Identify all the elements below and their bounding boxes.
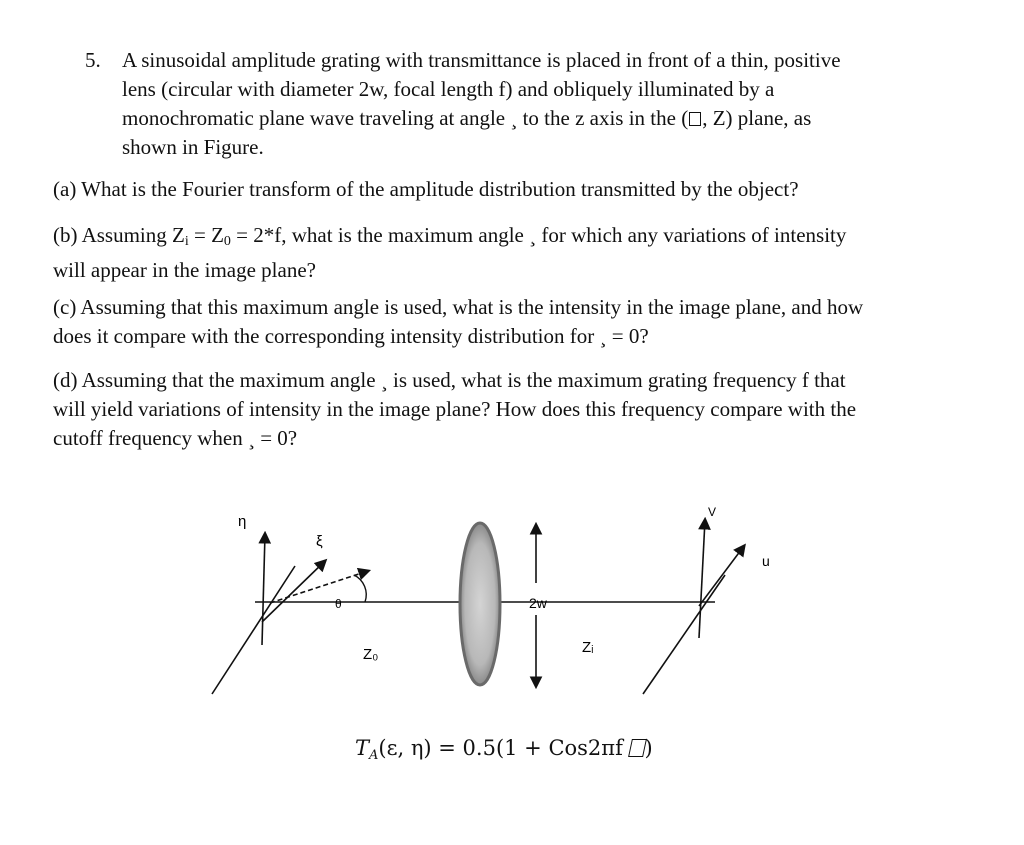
object-plane-diagonal — [212, 566, 295, 694]
equation-box-glyph — [628, 739, 647, 757]
intro-line-3-end: , Z) plane, as — [702, 106, 812, 130]
z0-label: Z₀ — [363, 646, 379, 663]
question-a-line-1: (a) What is the Fourier transform of the amplitude distribution transmitted by the object? — [53, 177, 799, 201]
eta-axis — [262, 534, 265, 645]
zi-label: Zᵢ — [582, 639, 594, 656]
question-c-line-1: (c) Assuming that this maximum angle is used, what is the intensity in the image plane, and how — [53, 295, 864, 319]
problem-number: 5. — [85, 48, 101, 72]
zi-subscript: i — [184, 234, 189, 249]
xi-axis — [262, 561, 325, 622]
equation-args: (ε, η) = 0.5(1 + Cos2πf — [378, 736, 630, 760]
transmittance-equation — [355, 736, 653, 763]
intro-line-4: shown in Figure. — [122, 135, 264, 159]
question-b-line-1 — [53, 221, 846, 256]
aperture-label: 2w — [529, 595, 547, 611]
question-d — [53, 366, 856, 453]
v-label: V — [708, 505, 717, 519]
eta-label: η — [238, 513, 247, 530]
intro-line-3 — [122, 104, 922, 133]
theta-angle-arc — [354, 575, 366, 602]
question-b-line-2: will appear in the image plane? — [53, 258, 316, 282]
question-b-post: = 2*f, what is the maximum angle ¸ for which any variations of intensity — [230, 223, 847, 247]
oblique-wave-ray — [270, 571, 368, 603]
question-c — [53, 293, 863, 351]
question-b-mid: = Z — [188, 223, 224, 247]
u-label: u — [762, 553, 770, 569]
z0-subscript: 0 — [223, 234, 231, 249]
question-b — [53, 221, 846, 285]
question-c-line-2: does it compare with the corresponding intensity distribution for ¸ = 0? — [53, 324, 649, 348]
equation-close: ) — [644, 736, 653, 760]
thin-lens — [460, 523, 500, 685]
problem-statement — [122, 46, 922, 162]
intro-line-3-text: monochromatic plane wave traveling at angle ¸ to the z axis in the ( — [122, 106, 689, 130]
question-d-line-1: (d) Assuming that the maximum angle ¸ is used, what is the maximum grating frequency f that — [53, 368, 846, 392]
theta-label: θ — [335, 597, 342, 611]
image-plane-diagonal — [643, 575, 725, 694]
equation-lhs: T — [355, 736, 370, 760]
question-a — [53, 175, 799, 204]
intro-line-1: A sinusoidal amplitude grating with transmittance is placed in front of a thin, positive — [122, 48, 841, 72]
question-d-line-2: will yield variations of intensity in the image plane? How does this frequency compare with the — [53, 397, 857, 421]
missing-glyph-box — [689, 112, 701, 126]
u-axis — [699, 546, 744, 606]
question-b-pre: (b) Assuming Z — [53, 223, 185, 247]
equation-lhs-subscript: A — [369, 748, 379, 763]
xi-label: ξ — [316, 533, 323, 550]
intro-line-2: lens (circular with diameter 2w, focal length f) and obliquely illuminated by a — [122, 77, 775, 101]
optical-setup-figure — [0, 480, 1024, 710]
question-d-line-3: cutoff frequency when ¸ = 0? — [53, 426, 298, 450]
v-axis — [699, 520, 705, 638]
